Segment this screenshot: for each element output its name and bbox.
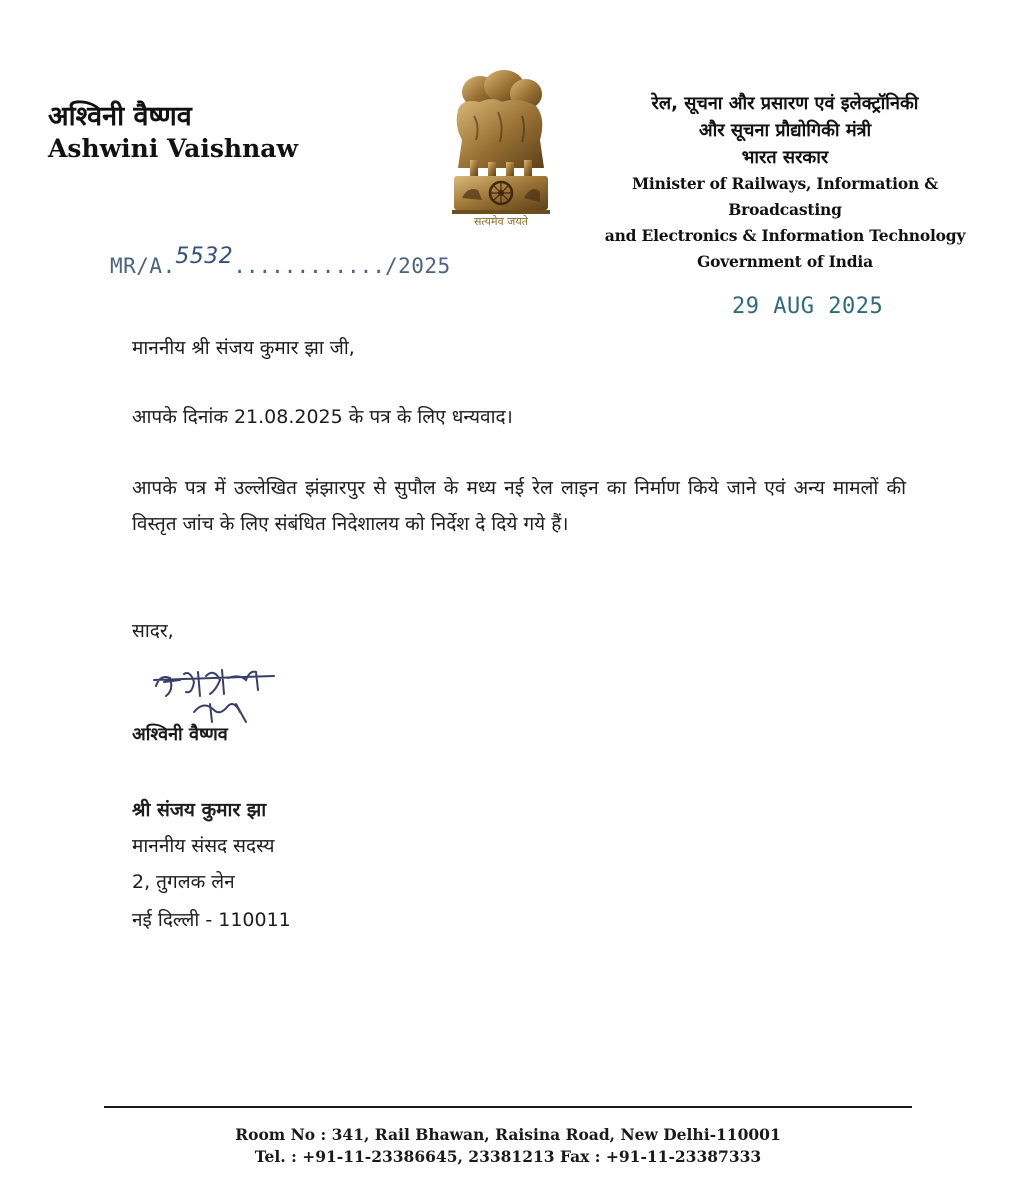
reference-suffix: /2025 [384,254,451,278]
reference-prefix: MR/A [110,254,163,278]
signer-name: अश्विनी वैष्णव [132,724,228,745]
date-stamp: 29 AUG 2025 [732,294,884,319]
designation-hindi-line2: और सूचना प्रौद्योगिकी मंत्री [698,120,872,141]
designation-hindi-line1: रेल, सूचना और प्रसारण एवं इलेक्ट्रॉनिकी [651,93,919,114]
addressee-name: श्री संजय कुमार झा [132,799,267,821]
footer-address: Room No : 341, Rail Bhawan, Raisina Road, New Delhi-110001 [235,1125,781,1144]
addressee-address-line1: 2, तुगलक लेन [132,871,235,893]
reference-handwritten-number: 5532 [175,244,234,269]
paragraph-1: आपके दिनांक 21.08.2025 के पत्र के लिए धन्यवाद। [132,406,513,428]
salutation: माननीय श्री संजय कुमार झा जी, [132,337,355,359]
minister-name-hindi: अश्विनी वैष्णव [48,101,192,132]
designation-hindi-line3: भारत सरकार [741,147,829,168]
reference-number [110,244,451,279]
addressee-address-line2: नई दिल्ली - 110011 [132,909,291,931]
designation-block [580,90,990,275]
reference-dots: . [162,254,176,278]
designation-english-line1: Minister of Railways, Information & Broadcasting [631,174,939,219]
closing: सादर, [132,620,174,642]
footer-contact [104,1124,912,1168]
designation-english-line3: Government of India [697,252,873,271]
addressee-title: माननीय संसद सदस्य [132,835,275,857]
reference-dots-trail: ............ [233,254,385,278]
footer-phone-fax: Tel. : +91-11-23386645, 23381213 Fax : +91-11-23387333 [254,1147,762,1166]
paragraph-2: आपके पत्र में उल्लेखित झंझारपुर से सुपौल के मध्य नई रेल लाइन का निर्माण किये जाने एवं अन्य मामलों की विस्तृत जांच के लिए संबंधित निदेशालय को निर्देश दे दिये गये हैं। [132,477,906,535]
handwritten-signature [150,660,280,730]
footer-divider [104,1106,912,1108]
state-emblem-icon [440,70,562,235]
designation-english-line2: and Electronics & Information Technology [604,226,966,245]
emblem-motto: सत्यमेव जयते [473,215,528,228]
minister-name-english: Ashwini Vaishnaw [48,134,298,163]
